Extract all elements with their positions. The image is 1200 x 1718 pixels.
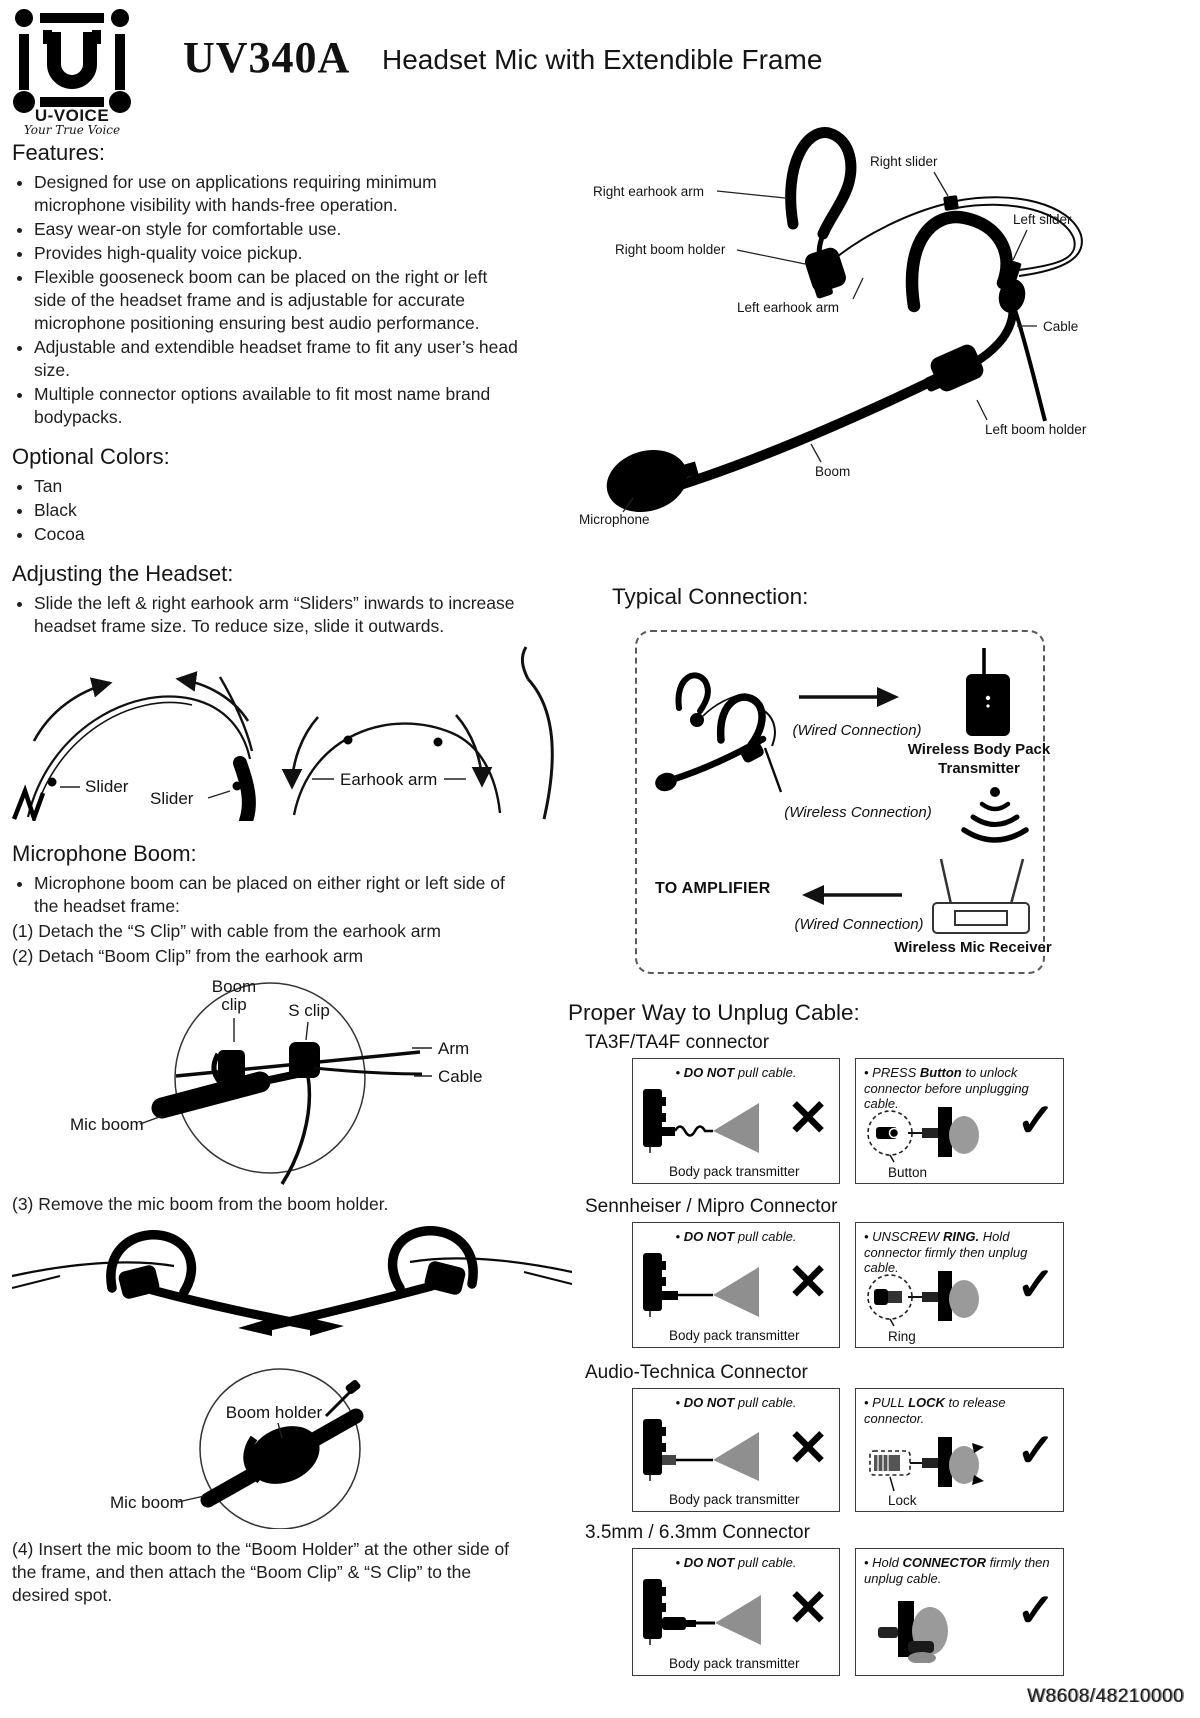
note-strong: DO NOT [683,1229,735,1244]
do-panel [855,1058,1064,1184]
headset-diagram [565,112,1200,537]
adjusting-diagram [12,639,560,826]
part-label: Lock [888,1493,917,1508]
unscrew-ring-illustration [864,1271,1000,1327]
part-label: Button [888,1165,928,1180]
model-number: UV340A [183,33,351,82]
body-pack-label: Body pack transmitter [669,1328,800,1343]
page-title: Headset Mic with Extendible Frame [382,44,823,75]
pull-lock-illustration [864,1437,1000,1493]
dont-panel [632,1058,840,1184]
dont-note [641,1229,831,1245]
unplug-heading: Proper Way to Unplug Cable: [568,1000,860,1025]
step-1: (1) Detach the “S Clip” with cable from the earhook arm [12,921,441,941]
pull-cable-illustration [639,1089,789,1153]
left-boom-holder-label: Left boom holder [985,422,1087,437]
slider-label: Slider [150,789,194,808]
dont-panel [632,1222,840,1348]
note-text: • [675,1065,684,1080]
part-label: Ring [888,1329,916,1344]
headset-icon [649,652,789,804]
dont-note [641,1555,831,1571]
color-item: • Tan [34,475,521,498]
left-slider-label: Left slider [1013,212,1072,227]
pull-cable-illustration [639,1419,789,1481]
arrow-right-icon [797,684,902,710]
feature-item: • Designed for use on applications requiring minimum microphone visibility with hands-free operation. [34,171,521,217]
do-panel [855,1548,1064,1676]
brand-name: U-VOICE [34,106,110,125]
connector-title-ta3f: TA3F/TA4F connector [585,1032,770,1053]
transmitter-label-line1: Wireless Body Pack [907,741,1051,758]
left-column [12,140,560,1609]
do-note [864,1395,1055,1426]
dont-note [641,1065,831,1081]
feature-item: • Provides high-quality voice pickup. [34,242,521,265]
mic-boom-label: Mic boom [110,1493,184,1512]
do-panel [855,1222,1064,1348]
boom-clip-label: Boom [211,977,257,996]
dont-panel [632,1548,840,1676]
boom-clip-label: clip [221,995,247,1014]
brand-tagline: Your True Voice [23,123,121,136]
boom-holder-label: Boom holder [225,1403,323,1422]
note-text: pull cable. [734,1555,797,1570]
note-text: to unlock connector before unplugging cable. [864,1065,1029,1111]
color-item: • Cocoa [34,523,521,546]
optional-colors-heading: Optional Colors: [12,444,170,469]
cable-label: Cable [1043,319,1079,334]
colors-list [12,475,521,546]
note-text: • PRESS [864,1065,920,1080]
transmitter-label-line2: Transmitter [938,760,1020,777]
u-voice-logo [10,6,138,136]
note-strong: CONNECTOR [902,1555,987,1570]
left-earhook-label: Left earhook arm [737,300,840,315]
note-text: pull cable. [734,1229,797,1244]
wired-connection-label: (Wired Connection) [792,722,922,739]
receiver-label: Wireless Mic Receiver [894,939,1052,956]
note-strong: DO NOT [683,1395,735,1410]
note-text: • UNSCREW [864,1229,943,1244]
wired-connection-label: (Wired Connection) [794,916,924,933]
check-icon: ✓ [1016,1258,1055,1310]
cable-label: Cable [438,1067,483,1086]
do-panel [855,1388,1064,1512]
arrow-left-icon [799,882,904,908]
note-text: • [675,1229,684,1244]
unlock-illustration [864,1107,1000,1163]
body-pack-label: Body pack transmitter [669,1492,800,1507]
note-strong: RING. [942,1229,980,1244]
arm-label: Arm [438,1039,470,1058]
note-text: pull cable. [734,1065,797,1080]
earhook-arm-label: Earhook arm [340,770,438,789]
feature-item: • Multiple connector options available to fit most name brand bodypacks. [34,383,521,429]
pull-cable-illustration [639,1579,789,1645]
features-heading: Features: [12,140,105,165]
boom-holder-diagram [12,1224,560,1534]
note-text: to release connector. [864,1395,1006,1426]
boom-label: Boom [815,464,851,479]
right-earhook-label: Right earhook arm [593,184,705,199]
feature-item: • Adjustable and extendible headset frame to fit any user’s head size. [34,336,521,382]
body-pack-label: Body pack transmitter [669,1164,800,1179]
microphone-label: Microphone [579,512,650,527]
cross-icon: ✕ [787,1254,829,1310]
adjusting-list [12,592,521,638]
check-icon: ✓ [1016,1424,1055,1476]
body-pack-label: Body pack transmitter [669,1656,800,1671]
check-icon: ✓ [1016,1094,1055,1146]
right-boom-holder-label: Right boom holder [615,242,726,257]
body-pack-transmitter-icon [957,646,1019,738]
cross-icon: ✕ [787,1580,829,1636]
wireless-signal-icon [959,784,1031,856]
step-3: (3) Remove the mic boom from the boom holder. [12,1194,389,1214]
note-text: • [675,1555,684,1570]
color-item: • Black [34,499,521,522]
note-strong: DO NOT [683,1555,735,1570]
note-text: • [675,1395,684,1410]
typical-connection-box [635,630,1052,974]
do-note [864,1555,1055,1586]
clip-detail-diagram [12,974,560,1191]
features-list [12,171,521,429]
note-text: firmly then unplug cable. [864,1555,1050,1586]
check-icon: ✓ [1016,1584,1055,1636]
right-slider-label: Right slider [870,154,938,169]
feature-item: • Easy wear-on style for comfortable use. [34,218,521,241]
mic-boom-item: • Microphone boom can be placed on either right or left side of the headset frame: [34,872,521,918]
note-text: Hold connector firmly then unplug cable. [864,1229,1028,1275]
note-strong: LOCK [908,1395,945,1410]
feature-item: • Flexible gooseneck boom can be placed on the right or left side of the headset frame and is adjustable for accurate microphone positioning ensuring best audio performance. [34,266,521,335]
connector-title-sennheiser: Sennheiser / Mipro Connector [585,1196,838,1217]
note-strong: DO NOT [683,1065,735,1080]
dont-panel [632,1388,840,1512]
note-text: • Hold [864,1555,903,1570]
wireless-connection-label: (Wireless Connection) [784,804,932,821]
connector-title-audio-technica: Audio-Technica Connector [585,1362,808,1383]
slider-label: Slider [85,777,129,796]
s-clip-label: S clip [288,1001,330,1020]
cross-icon: ✕ [787,1420,829,1476]
mic-boom-list [12,872,521,918]
to-amplifier-label: TO AMPLIFIER [655,880,771,897]
wireless-mic-receiver-icon [929,856,1034,936]
connector-title-35mm: 3.5mm / 6.3mm Connector [585,1522,810,1543]
note-strong: Button [919,1065,962,1080]
dont-note [641,1395,831,1411]
note-text: pull cable. [734,1395,797,1410]
typical-connection-heading: Typical Connection: [612,584,809,609]
mic-boom-heading: Microphone Boom: [12,841,197,866]
mic-boom-label: Mic boom [70,1115,144,1134]
adjusting-item: • Slide the left & right earhook arm “Sliders” inwards to increase headset frame size. To reduce size, slide it outwards. [34,592,521,638]
cross-icon: ✕ [787,1090,829,1146]
step-4: (4) Insert the mic boom to the “Boom Holder” at the other side of the frame, and then attach the “Boom Clip” & “S Clip” to the desired spot. [12,1539,510,1605]
part-number: W8608/48210000 [1026,1686,1184,1707]
note-text: • PULL [864,1395,909,1410]
pull-cable-illustration [639,1253,789,1317]
step-2: (2) Detach “Boom Clip” from the earhook arm [12,946,364,966]
hold-connector-illustration [864,1601,1000,1663]
transmitter-label [895,740,1063,778]
adjusting-heading: Adjusting the Headset: [12,561,234,586]
